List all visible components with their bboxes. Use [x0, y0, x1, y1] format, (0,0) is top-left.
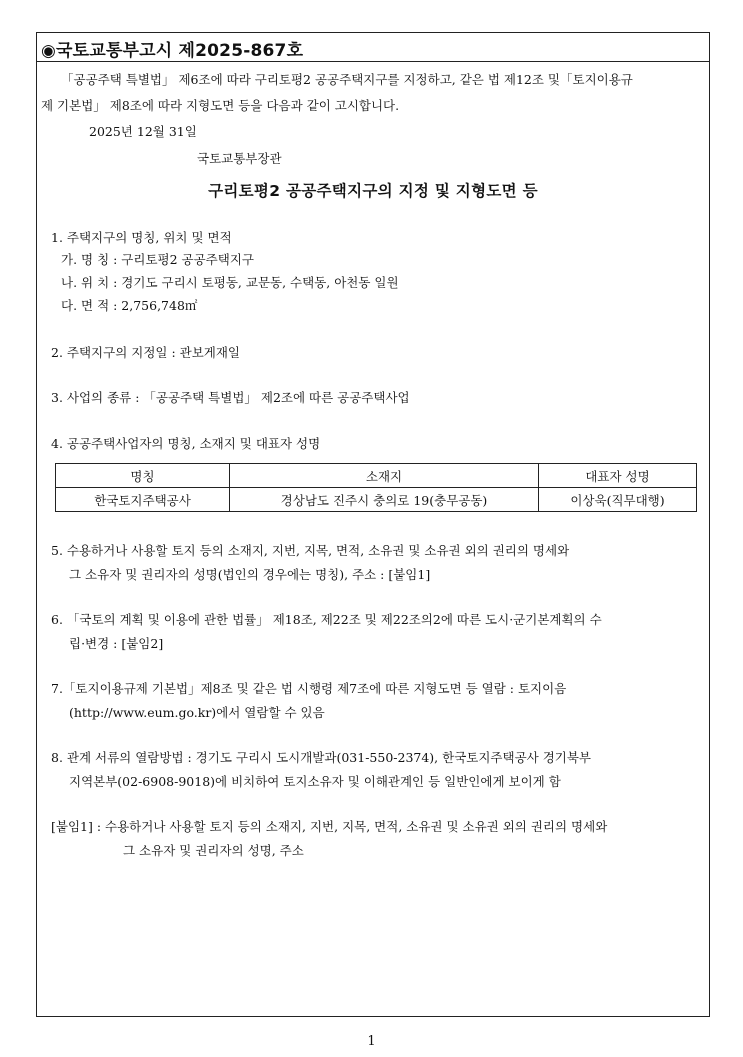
section-6-line-1: 6. 「국토의 계획 및 이용에 관한 법률」 제18조, 제22조 및 제22조의2에 따른 도시·군기본계획의 수 [51, 612, 602, 627]
notice-date: 2025년 12월 31일 [89, 124, 197, 139]
attachment-1-line-1: [붙임1] : 수용하거나 사용할 토지 등의 소재지, 지번, 지목, 면적, 소유권 및 소유권 외의 권리의 명세와 [51, 819, 608, 834]
section-8-line-1: 8. 관계 서류의 열람방법 : 경기도 구리시 도시개발과(031-550-2374), 한국토지주택공사 경기북부 [51, 750, 592, 765]
notice-frame [36, 32, 710, 1017]
section-3: 3. 사업의 종류 : 「공공주택 특별법」 제2조에 따른 공공주택사업 [51, 390, 410, 405]
header-divider [37, 61, 709, 62]
section-6-line-2: 립·변경 : [붙임2] [69, 636, 164, 651]
section-2: 2. 주택지구의 지정일 : 관보게재일 [51, 345, 241, 360]
section-8-line-2: 지역본부(02-6908-9018)에 비치하여 토지소유자 및 이해관계인 등 일반인에게 보이게 함 [69, 774, 561, 789]
intro-line-1: 「공공주택 특별법」 제6조에 따라 구리토평2 공공주택지구를 지정하고, 같은 법 제12조 및「토지이용규 [61, 72, 633, 87]
table-cell: 경상남도 진주시 충의로 19(충무공동) [230, 488, 539, 512]
table-header: 대표자 성명 [539, 464, 697, 488]
table-header-row [56, 464, 697, 488]
table-row [56, 488, 697, 512]
section-1-heading: 1. 주택지구의 명칭, 위치 및 면적 [51, 230, 232, 245]
section-5-line-2: 그 소유자 및 권리자의 성명(법인의 경우에는 명칭), 주소 : [붙임1] [69, 567, 431, 582]
operator-table [55, 463, 697, 512]
document-title: 구리토평2 공공주택지구의 지정 및 지형도면 등 [208, 182, 538, 200]
table-header: 명칭 [56, 464, 230, 488]
attachment-1-line-2: 그 소유자 및 권리자의 성명, 주소 [123, 843, 304, 858]
section-4-heading: 4. 공공주택사업자의 명칭, 소재지 및 대표자 성명 [51, 436, 321, 451]
page-number: 1 [367, 1034, 376, 1049]
section-7-line-1: 7.「토지이용규제 기본법」제8조 및 같은 법 시행령 제7조에 따른 지형도면 등 열람 : 토지이음 [51, 681, 567, 696]
section-5-line-1: 5. 수용하거나 사용할 토지 등의 소재지, 지번, 지목, 면적, 소유권 및 소유권 외의 권리의 명세와 [51, 543, 570, 558]
table-cell: 한국토지주택공사 [56, 488, 230, 512]
table-cell: 이상욱(직무대행) [539, 488, 697, 512]
notice-title: ◉국토교통부고시 제2025-867호 [41, 41, 304, 61]
section-7-line-2: (http://www.eum.go.kr)에서 열람할 수 있음 [69, 705, 325, 720]
district-location: 나. 위 치 : 경기도 구리시 토평동, 교문동, 수택동, 아천동 일원 [61, 275, 399, 290]
issuing-authority: 국토교통부장관 [197, 151, 282, 166]
district-name: 가. 명 칭 : 구리토평2 공공주택지구 [61, 252, 254, 267]
district-area: 다. 면 적 : 2,756,748㎡ [61, 298, 198, 313]
intro-line-2: 제 기본법」 제8조에 따라 지형도면 등을 다음과 같이 고시합니다. [41, 98, 400, 113]
table-header: 소재지 [230, 464, 539, 488]
